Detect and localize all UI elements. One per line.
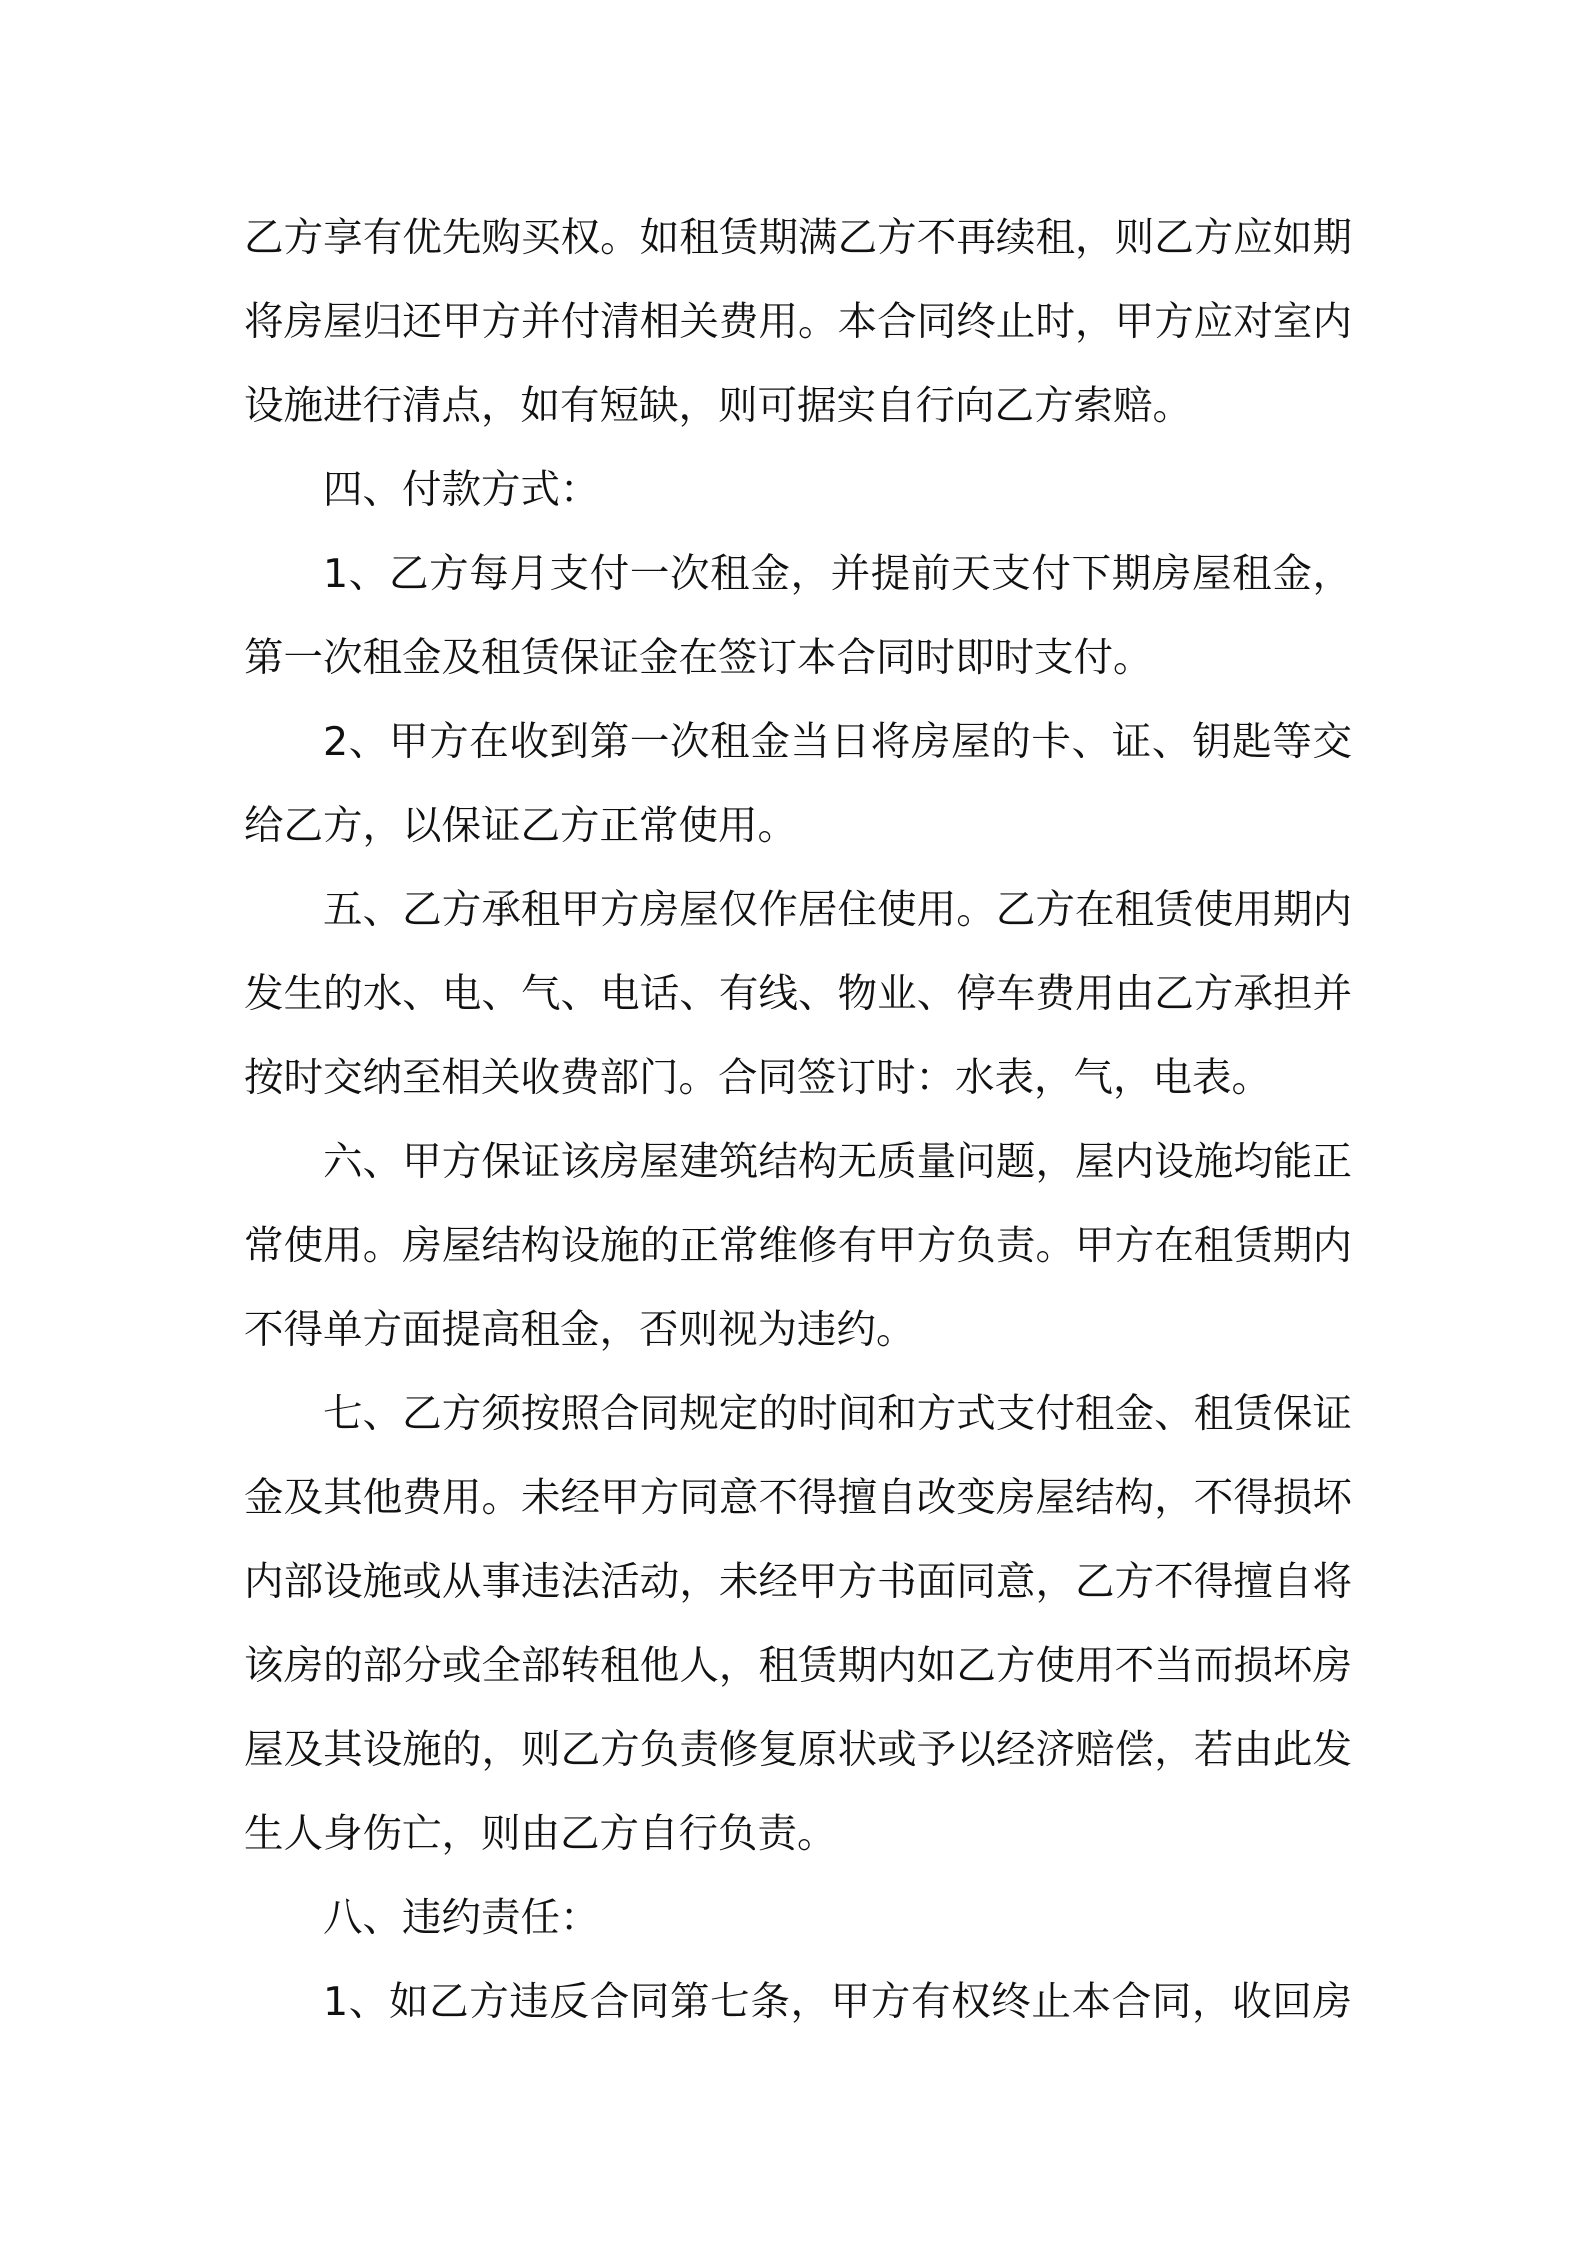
text-line: 七、乙方须按照合同规定的时间和方式支付租金、租赁保证 bbox=[323, 1391, 1352, 1437]
text-line: 发生的水、电、气、电话、有线、物业、停车费用由乙方承担并 bbox=[244, 971, 1352, 1017]
text-line: 该房的部分或全部转租他人，租赁期内如乙方使用不当而损坏房 bbox=[244, 1643, 1352, 1689]
text-line: 将房屋归还甲方并付清相关费用。本合同终止时，甲方应对室内 bbox=[244, 299, 1352, 345]
text-line: 1、如乙方违反合同第七条，甲方有权终止本合同，收回房 bbox=[323, 1979, 1352, 2025]
document-body bbox=[244, 196, 1352, 2044]
text-line: 六、甲方保证该房屋建筑结构无质量问题，屋内设施均能正 bbox=[323, 1139, 1352, 1185]
text-line: 1、乙方每月支付一次租金，并提前天支付下期房屋租金， bbox=[323, 551, 1352, 597]
text-line: 屋及其设施的，则乙方负责修复原状或予以经济赔偿，若由此发 bbox=[244, 1727, 1352, 1773]
text-line: 设施进行清点，如有短缺，则可据实自行向乙方索赔。 bbox=[244, 383, 1192, 429]
text-line: 不得单方面提高租金，否则视为违约。 bbox=[244, 1307, 916, 1353]
text-line: 五、乙方承租甲方房屋仅作居住使用。乙方在租赁使用期内 bbox=[323, 887, 1352, 933]
section-heading: 八、违约责任： bbox=[323, 1895, 600, 1941]
text-line: 常使用。房屋结构设施的正常维修有甲方负责。甲方在租赁期内 bbox=[244, 1223, 1352, 1269]
text-line: 第一次租金及租赁保证金在签订本合同时即时支付。 bbox=[244, 635, 1153, 681]
text-line: 金及其他费用。未经甲方同意不得擅自改变房屋结构，不得损坏 bbox=[244, 1475, 1352, 1521]
text-line: 生人身伤亡，则由乙方自行负责。 bbox=[244, 1811, 837, 1857]
text-line: 给乙方，以保证乙方正常使用。 bbox=[244, 803, 797, 849]
text-line: 按时交纳至相关收费部门。合同签订时：水表，气，电表。 bbox=[244, 1055, 1271, 1101]
text-line: 内部设施或从事违法活动，未经甲方书面同意，乙方不得擅自将 bbox=[244, 1559, 1352, 1605]
text-line: 2、甲方在收到第一次租金当日将房屋的卡、证、钥匙等交 bbox=[323, 719, 1352, 765]
text-line: 乙方享有优先购买权。如租赁期满乙方不再续租，则乙方应如期 bbox=[244, 215, 1352, 261]
section-heading: 四、付款方式： bbox=[323, 467, 600, 513]
